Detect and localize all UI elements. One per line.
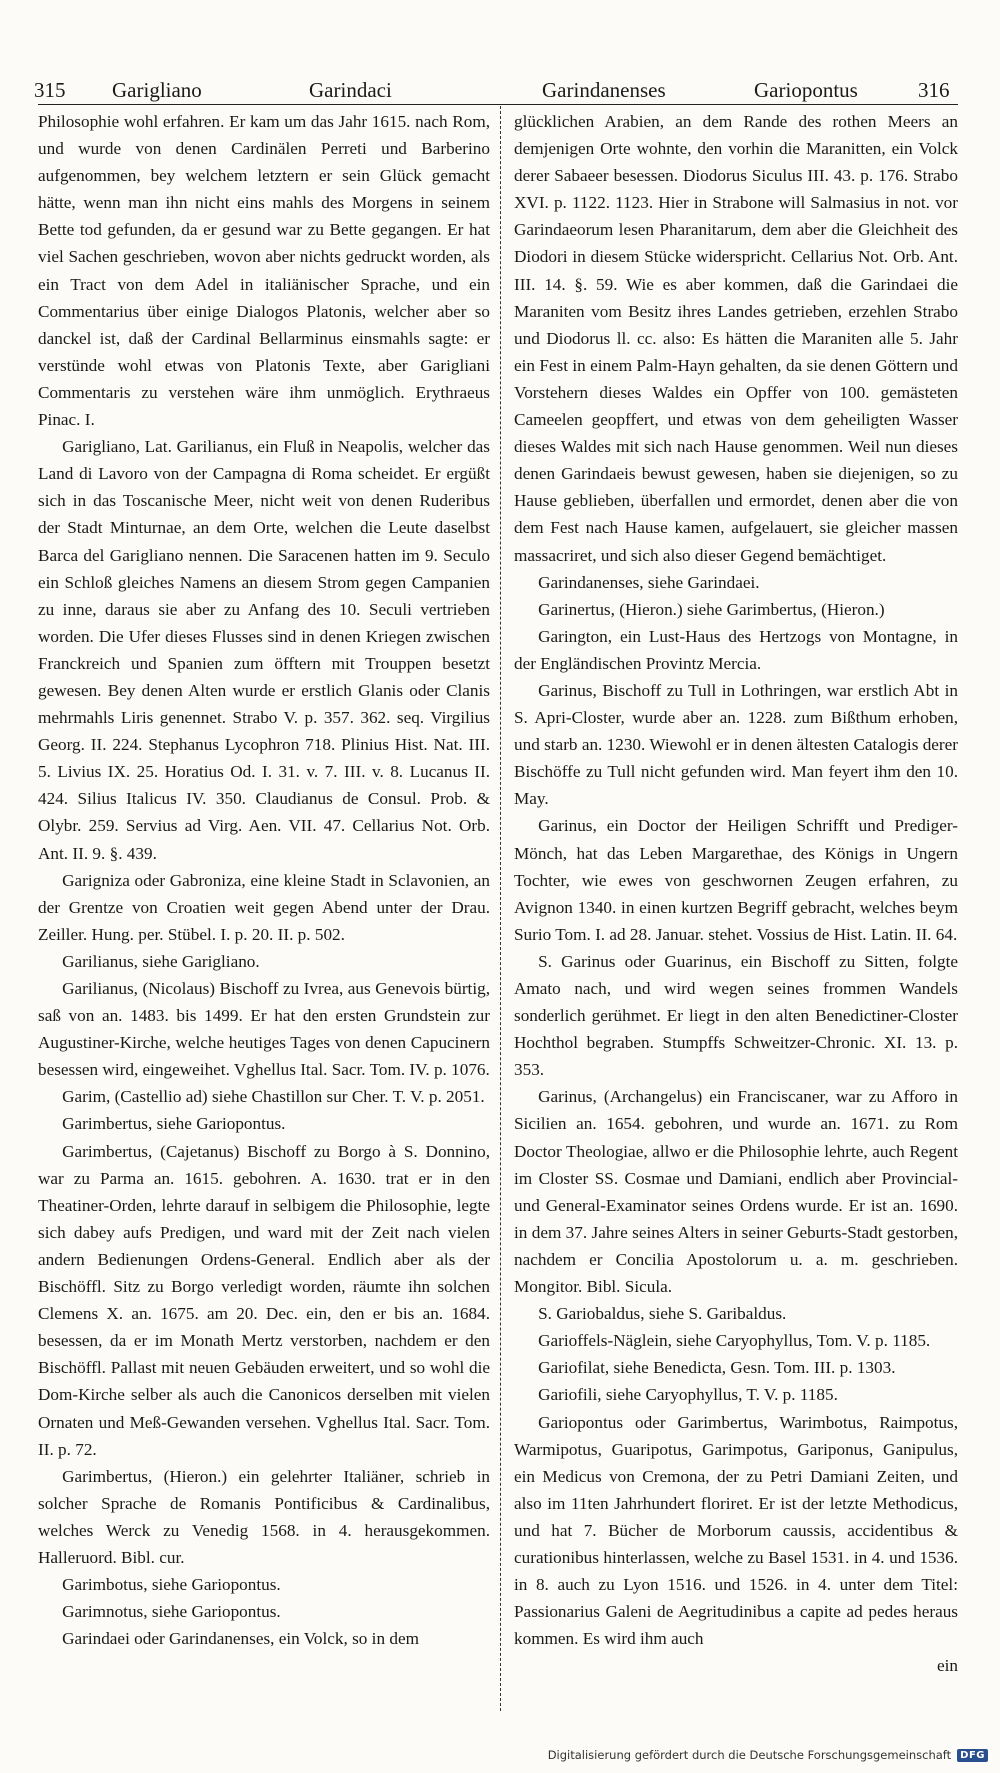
entry-paragraph: Garimbertus, (Hieron.) ein gelehrter Italiäner, schrieb in solcher Sprache de Romanis Pontificibus & Cardinalibus, welches Werck zu Venedig 1568. in 4. herausgekommen. Halleruord. Bibl. cur. bbox=[38, 1466, 490, 1567]
right-column bbox=[514, 108, 958, 1679]
right-catchword-1: Garindanenses bbox=[542, 78, 666, 102]
entry-paragraph: Garim, (Castellio ad) siehe Chastillon sur Cher. T. V. p. 2051. bbox=[62, 1087, 485, 1107]
entry-paragraph: Philosophie wohl erfahren. Er kam um das Jahr 1615. nach Rom, und wurde von denen Cardinälen Perreti und Barberino aufgenommen, bey welchem letztern er sein Glück gemacht hätte, wenn man ihn nicht eins mahls des Morgens in seinem Bette tod gefunden, da er gesund war zu Bette gegangen. Er hat viel Sachen geschrieben, wovon aber nichts gedruckt worden, als ein Tract von dem Adel in italiänischer Sprache, und ein Commentarius über einige Dialogos Platonis, welcher aber so danckel ist, daß der Cardinal Bellarminus einsmahls sagte: er verstünde wohl etwas von Platonis Texte, aber Garigliani Commentaris zu verstehen wäre ihm unmöglich. Erythraeus Pinac. I. bbox=[38, 112, 490, 430]
entry-paragraph: S. Gariobaldus, siehe S. Garibaldus. bbox=[538, 1304, 787, 1324]
entry-paragraph: Garilianus, siehe Garigliano. bbox=[62, 951, 260, 971]
entry-paragraph: Garimbertus, (Cajetanus) Bischoff zu Borgo à S. Donnino, war zu Parma an. 1615. gebohren. A. 1630. trat er in den Theatiner-Orden, lehrte darauf in selbigem die Philosophie, legte sich dabey aufs Predigen, und ward mit der Zeit nach vielen andern Bedienungen Ordens-General. Endlich aber als der Bischöffl. Sitz zu Borgo verledigt worden, räumte ihn solchen Clemens X. an. 1675. am 20. Dec. ein, den er bis an. 1684. besessen, da er im Monath Mertz verstorben, nachdem er den Bischöffl. Pallast mit neuen Gebäuden erweitert, und so wohl die Dom-Kirche selber als auch die Canonicos derselben mit vielen Ornaten und Meß-Gewanden versehen. Vghellus Ital. Sacr. Tom. II. p. 72. bbox=[38, 1141, 490, 1459]
entry-paragraph: Garimnotus, siehe Gariopontus. bbox=[62, 1602, 281, 1622]
entry-paragraph: Garington, ein Lust-Haus des Hertzogs von Montagne, in der Engländischen Provintz Mercia. bbox=[514, 626, 958, 673]
entry-paragraph: S. Garinus oder Guarinus, ein Bischoff zu Sitten, folgte Amato nach, und wird wegen seines frommen Wandels sonderlich gerühmet. Er liegt in den alten Benedictiner-Closter Hochthol begraben. Stumpffs Schweitzer-Chronic. XI. 13. p. 353. bbox=[514, 951, 958, 1080]
entry-paragraph: Garigliano, Lat. Garilianus, ein Fluß in Neapolis, welcher das Land di Lavoro von der Campagna di Roma scheidet. Er ergüßt sich in das Toscanische Meer, nicht weit von denen Ruderibus der Stadt Minturnae, an dem Orte, welchen die Leute daselbst Barca del Garigliano nennen. Die Saracenen hatten im 9. Seculo ein Schloß gleiches Namens an diesem Strom gegen Campanien zu inne, daraus sie aber zu Anfang des 10. Seculi vertrieben worden. Die Ufer dieses Flusses sind in denen Kriegen zwischen Franckreich und Spanien zum öfftern mit Trouppen besetzt gewesen. Bey denen Alten wurde er erstlich Glanis oder Clanis mehrmahls Liris genennet. Strabo V. p. 357. 362. seq. Virgilius Georg. II. 224. Stephanus Lycophron 718. Plinius Hist. Nat. III. 5. Livius IX. 25. Horatius Od. I. 31. v. 7. III. v. 8. Lucanus II. 424. Silius Italicus IV. 350. Claudianus de Consul. Prob. & Olybr. 259. Servius ad Virg. Aen. VII. 47. Cellarius Not. Orb. Ant. II. 9. §. 439. bbox=[38, 437, 490, 863]
column-divider bbox=[500, 106, 501, 1711]
entry-paragraph: Garinus, Bischoff zu Tull in Lothringen, war erstlich Abt in S. Apri-Closter, wurde aber an. 1228. zum Bißthum erhoben, und starb an. 1230. Wiewohl er in denen ältesten Catalogis derer Bischöffe zu Tull nicht gefunden wird. Man feyert ihm den 10. May. bbox=[514, 680, 958, 809]
left-page-number: 315 bbox=[34, 78, 66, 102]
digitization-footer bbox=[548, 1745, 988, 1765]
entry-paragraph: Gariofilat, siehe Benedicta, Gesn. Tom. III. p. 1303. bbox=[538, 1358, 896, 1378]
entry-paragraph: Garindaei oder Garindanenses, ein Volck, so in dem bbox=[62, 1629, 419, 1649]
entry-paragraph: Garimbotus, siehe Gariopontus. bbox=[62, 1575, 281, 1595]
entry-paragraph: Garimbertus, siehe Gariopontus. bbox=[62, 1114, 286, 1134]
entry-paragraph: glücklichen Arabien, an dem Rande des rothen Meers an demjenigen Orte wohnte, den vorhin die Maranitten, ein Volck derer Sabaeer besessen. Diodorus Siculus III. 43. p. 176. Strabo XVI. p. 1122. 1123. Hier in Strabone will Salmasius in not. vor Garindaeorum lesen Pharanitarum, dem aber die Gleichheit des Diodori in diesem Stücke widerspricht. Cellarius Not. Orb. Ant. III. 14. §. 59. Wie es aber kommen, daß die Garindaei die Maraniten vom Besitz ihres Landes getrieben, erzehlen Strabo und Diodorus ll. cc. also: Es hätten die Maraniten alle 5. Jahr ein Fest in einem Palm-Hayn gehalten, da sie denen Göttern und Vorstehern dieses Waldes ein Opffer von 100. gemästeten Cameelen geopffert, und etwas von dem geheiligten Wasser dieses Waldes mit sich nach Hause genommen. Weil nun dieses denen Garindaeis bewust gewesen, haben sie diejenigen, so zu Hause geblieben, überfallen und ermordet, denen aber die von dem Fest nach Hause kamen, aufgelauert, sie gleicher massen massacriret, und sich also dieser Gegend bemächtiget. bbox=[514, 112, 958, 565]
entry-paragraph: Garinertus, (Hieron.) siehe Garimbertus, (Hieron.) bbox=[538, 599, 885, 619]
entry-paragraph: Garigniza oder Gabroniza, eine kleine Stadt in Sclavonien, an der Grentze von Croatien weit gegen Abend unter der Drau. Zeiller. Hung. per. Stübel. I. p. 20. II. p. 502. bbox=[38, 870, 490, 944]
right-page-number: 316 bbox=[918, 78, 950, 102]
entry-paragraph: Garinus, ein Doctor der Heiligen Schrifft und Prediger-Mönch, hat das Leben Margarethae, des Königs in Ungern Tochter, wie ewes von geschwornen Zeugen erfahren, zu Avignon 1340. in einen kurtzen Begriff gebracht, welches beym Surio Tom. I. ad 28. Januar. stehet. Vossius de Hist. Latin. II. 64. bbox=[514, 816, 958, 944]
catchword: ein bbox=[937, 1656, 958, 1676]
dfg-logo-icon: DFG bbox=[957, 1749, 988, 1762]
left-catchword-2: Garindaci bbox=[309, 78, 392, 102]
entry-paragraph: Garinus, (Archangelus) ein Franciscaner, war zu Afforo in Sicilien an. 1654. gebohren, und wurde an. 1671. zu Rom Doctor Theologiae, allwo er die Philosophie lehrte, auch Regent im Closter SS. Cosmae und Damiani, endlich aber Provincial- und General-Examinator seines Ordens wurde. Er ist an. 1690. in dem 37. Jahre seines Alters in seiner Geburts-Stadt gestorben, nachdem er Concilia Apostolorum u. a. m. geschrieben. Mongitor. Bibl. Sicula. bbox=[514, 1087, 958, 1297]
entry-paragraph: Garioffels-Näglein, siehe Caryophyllus, Tom. V. p. 1185. bbox=[538, 1331, 931, 1351]
entry-paragraph: Garindanenses, siehe Garindaei. bbox=[538, 572, 760, 592]
entry-paragraph: Gariopontus oder Garimbertus, Warimbotus, Raimpotus, Warmipotus, Guaripotus, Garimpotus, Gariponus, Ganipulus, ein Medicus von Cremona, der zu Petri Damiani Zeiten, und also im 11ten Jahrhundert floriret. Er ist der letzte Methodicus, und hat 7. Bücher de Morborum caussis, accidentibus & curationibus hinterlassen, welche zu Basel 1531. in 4. und 1536. in 8. auch zu Lyon 1516. und 1526. in 4. unter dem Titel: Passionarius Galeni de Aegritudinibus a capite ad pedes heraus kommen. Es wird ihm auch bbox=[514, 1412, 958, 1649]
running-header bbox=[34, 78, 966, 106]
entry-paragraph: Gariofili, siehe Caryophyllus, T. V. p. 1185. bbox=[538, 1385, 838, 1405]
right-catchword-2: Gariopontus bbox=[754, 78, 858, 102]
left-catchword-1: Garigliano bbox=[112, 78, 202, 102]
footer-text: Digitalisierung gefördert durch die Deutsche Forschungsgemeinschaft bbox=[547, 1748, 952, 1762]
entry-paragraph: Garilianus, (Nicolaus) Bischoff zu Ivrea, aus Genevois bürtig, saß von an. 1483. bis 1499. Er hat den ersten Grundstein zur Augustiner-Kirche, welche heutiges Tages von denen Capucinern besessen wird, eingeweihet. Vghellus Ital. Sacr. Tom. IV. p. 1076. bbox=[38, 979, 490, 1080]
header-rule bbox=[38, 104, 958, 105]
left-column bbox=[38, 108, 490, 1652]
